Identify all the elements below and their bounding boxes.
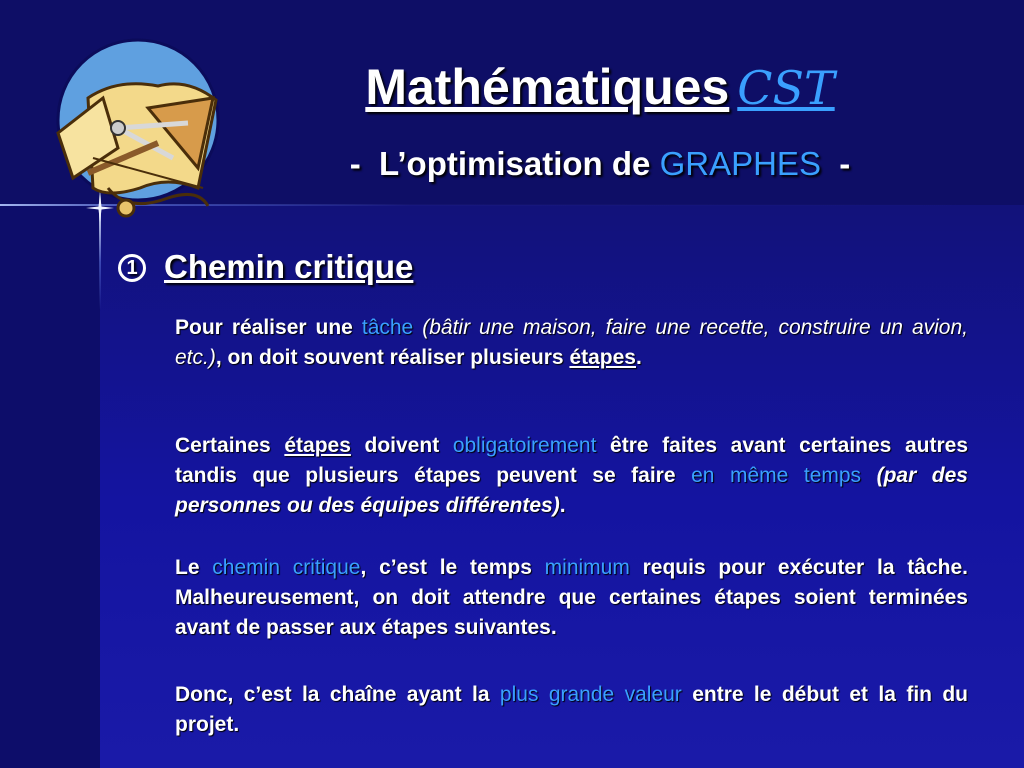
p4-text-c: entre le début et la fin du projet.: [175, 683, 969, 736]
p4-text-a: Donc, c’est la chaîne ayant la: [175, 683, 500, 706]
paragraph-1: [175, 313, 968, 373]
p1-italic-examples: (bâtir une maison, faire une recette, construire un avion, etc.): [175, 316, 969, 369]
left-band: [0, 205, 100, 768]
p2-text-i: .: [559, 494, 566, 517]
p2-text-g: [861, 464, 877, 487]
p3-highlight-chemin-critique: chemin critique: [212, 556, 361, 579]
p1-text-a: Pour réaliser une: [175, 316, 362, 339]
title-main: Mathématiques: [365, 59, 730, 115]
subtitle-accent: GRAPHES: [659, 145, 821, 182]
title-cst: CST: [737, 61, 835, 115]
p2-text-e: être faites avant certaines autres tandis que plusieurs étapes peuvent se faire: [175, 434, 969, 487]
paragraph-4: [175, 680, 968, 740]
subtitle-dash-right: -: [839, 145, 851, 182]
p2-text-c: doivent: [350, 434, 453, 457]
p1-highlight-tache: tâche: [361, 316, 414, 339]
p2-highlight-meme-temps: en même temps: [691, 464, 862, 487]
p3-text-e: requis pour exécuter la tâche. Malheureusement, on doit attendre que certaines étapes soient terminées avant de passer aux étapes suivantes.: [175, 556, 968, 639]
subtitle-text: L’optimisation de: [379, 145, 651, 182]
subtitle-dash-left: -: [349, 145, 361, 182]
slide-title: [250, 58, 950, 116]
p3-text-a: Le: [175, 556, 213, 579]
paragraph-2: [175, 431, 968, 521]
section-number-badge: 1: [118, 254, 146, 282]
p1-underline-etapes: étapes: [569, 346, 636, 369]
p2-text-a: Certaines: [175, 434, 285, 457]
p3-text-c: , c’est le temps: [360, 556, 545, 579]
p1-text-f: .: [635, 346, 642, 369]
p2-highlight-obligatoirement: obligatoirement: [452, 434, 597, 457]
p3-highlight-minimum: minimum: [544, 556, 630, 579]
slide-subtitle: [250, 145, 950, 183]
paragraph-3: [175, 553, 968, 643]
section-heading: [118, 248, 413, 286]
math-tools-scroll-icon: [48, 38, 228, 218]
p2-italic-personnes: (par des personnes ou des équipes différentes): [175, 464, 968, 517]
section-label: Chemin critique: [164, 248, 414, 285]
p4-highlight-plus-grande-valeur: plus grande valeur: [499, 683, 682, 706]
p1-text-d: , on doit souvent réaliser plusieurs: [215, 346, 570, 369]
p2-underline-etapes: étapes: [284, 434, 351, 457]
